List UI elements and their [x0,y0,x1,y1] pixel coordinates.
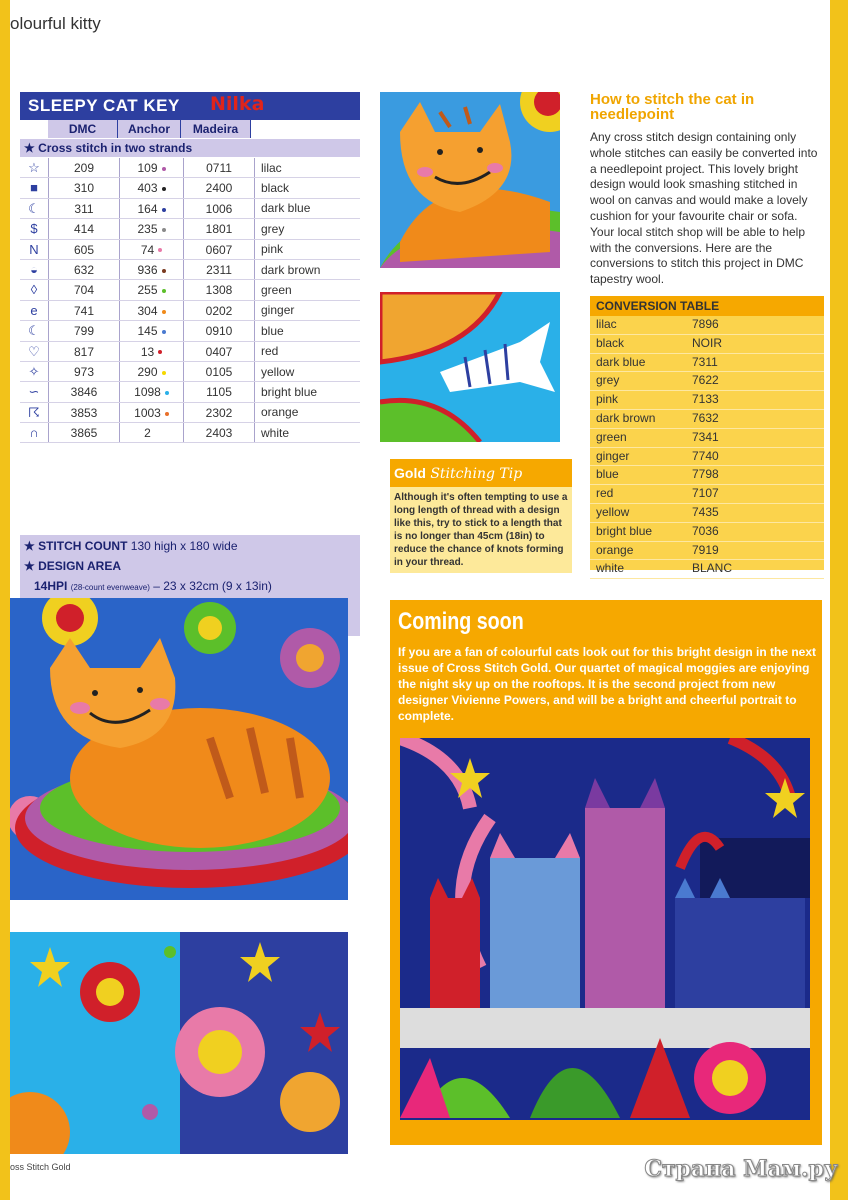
tip-heading-text: Stitching Tip [430,466,523,482]
conversion-row [590,485,824,504]
key-dmc: 605 [49,240,120,259]
conversion-code: 7622 [692,373,719,388]
key-anchor-value: 1098 [134,385,161,400]
thread-dot [158,350,162,354]
cat-closeup-image [380,92,560,268]
stitch-count-label: ★ STITCH COUNT [24,539,128,553]
key-symbol: ☾ [20,321,49,340]
key-anchor [120,423,184,442]
conversion-code: 7133 [692,392,719,407]
key-dmc: 704 [49,280,120,299]
pattern-image [10,932,348,1154]
key-row [20,321,360,341]
key-anchor-value: 403 [137,181,158,196]
key-dmc: 741 [49,301,120,320]
col-dmc: DMC [48,120,118,138]
thread-dot [162,289,166,293]
thread-dot [162,167,166,171]
conversion-row [590,354,824,373]
key-row [20,219,360,239]
page-header-title: olourful kitty [10,14,101,33]
key-row [20,403,360,423]
key-anchor [120,403,184,422]
key-colour-name: lilac [261,160,282,175]
key-dmc: 414 [49,219,120,238]
col-madeira: Madeira [181,120,251,138]
key-anchor [120,240,184,259]
conversion-row [590,429,824,448]
key-dmc: 310 [49,178,120,197]
key-anchor [120,280,184,299]
coming-soon-title: Coming soon [398,608,524,635]
thread-dot [162,371,166,375]
key-madeira: 2403 [184,423,255,442]
conversion-colour: bright blue [596,523,653,538]
key-anchor [120,382,184,401]
conversion-row [590,316,824,335]
conversion-row [590,448,824,467]
key-madeira: 0105 [184,362,255,381]
conversion-code: 7435 [692,504,719,519]
conversion-row [590,372,824,391]
thread-dot [162,208,166,212]
key-rows [20,158,360,443]
conversion-code: 7798 [692,467,719,482]
conversion-colour: black [596,335,625,350]
key-row [20,240,360,260]
key-row [20,178,360,198]
key-symbol: e [20,301,49,320]
key-colour-name: pink [261,242,284,257]
key-row [20,301,360,321]
needlepoint-body: Any cross stitch design containing only whole stitches can easily be converted into a needlepoint project. This lovely bright design would look smashing stitched in wool on canvas and would make a lovely cushion for your favourite chair or sofa. Your local stitch shop will be able to help with the conversions. Here are the conversions to stitch this project in DMC tapestry wool. [590,130,818,287]
key-madeira: 1308 [184,280,255,299]
key-dmc: 632 [49,260,120,279]
conversion-colour: grey [596,373,620,388]
key-anchor-value: 235 [137,222,158,237]
key-colour-name: blue [261,323,284,338]
key-anchor [120,158,184,177]
key-anchor-value: 145 [137,324,158,339]
key-symbol: $ [20,219,49,238]
key-colour-name: red [261,344,279,359]
conversion-code: 7341 [692,429,719,444]
fish-bone-image [380,292,560,442]
col-anchor: Anchor [118,120,181,138]
conversion-code: 7632 [692,410,719,425]
key-anchor [120,199,184,218]
key-anchor-value: 13 [140,344,155,359]
key-anchor [120,178,184,197]
key-symbol: ◒ [20,260,49,279]
key-anchor-value: 1003 [134,405,161,420]
conversion-row [590,542,824,561]
key-madeira: 0202 [184,301,255,320]
key-row [20,260,360,280]
conversion-colour: orange [596,542,634,557]
key-anchor-value: 164 [137,201,158,216]
conversion-colour: blue [596,467,619,482]
key-madeira: 1006 [184,199,255,218]
thread-dot [165,412,169,416]
key-anchor [120,321,184,340]
key-row [20,382,360,402]
key-symbol: ■ [20,178,49,197]
footer-magazine-name: oss Stitch Gold [10,1162,71,1172]
thread-dot [165,391,169,395]
design-area-label: ★ DESIGN AREA [24,559,121,573]
key-row [20,423,360,443]
thread-dot [162,228,166,232]
tip-heading [390,459,572,487]
key-colour-name: yellow [261,364,295,379]
key-row [20,199,360,219]
key-anchor-value: 109 [137,161,158,175]
key-madeira: 2302 [184,403,255,422]
conversion-colour: dark blue [596,354,646,369]
conversion-row [590,523,824,542]
sleepy-cat-image [10,598,348,900]
key-row [20,158,360,178]
needlepoint-heading: How to stitch the cat in needlepoint [590,91,755,123]
key-colour-name: orange [261,405,299,420]
key-anchor [120,342,184,361]
key-dmc: 209 [49,158,120,177]
key-subhead: ★ Cross stitch in two strands [20,139,360,157]
key-colour-name: bright blue [261,385,318,399]
key-dmc: 799 [49,321,120,340]
hpi14-label: 14HPI [34,579,68,593]
conversion-row [590,335,824,354]
key-dmc: 3865 [49,423,120,442]
nilka-stamp: Nilka [210,93,265,115]
conversion-row [590,391,824,410]
key-anchor [120,260,184,279]
coming-soon-box [390,600,822,1145]
key-dmc: 3846 [49,382,120,401]
key-dmc: 973 [49,362,120,381]
key-title: SLEEPY CAT KEY [20,92,360,120]
key-colour-name: green [261,283,292,298]
key-colour-name: black [261,181,290,196]
magazine-page [10,0,830,1200]
key-colour-name: dark brown [261,262,321,277]
key-madeira: 0407 [184,342,255,361]
tip-body: Although it's often tempting to use a long length of thread with a design like this, try to stick to a length that is no longer than 45cm (18in) to reduce the chance of knots forming in your thread. [394,492,568,568]
thread-dot [155,432,159,436]
key-symbol: ☾ [20,199,49,218]
thread-dot [158,248,162,252]
key-colour-name: white [261,425,290,440]
key-symbol: ☆ [20,158,49,177]
key-row [20,362,360,382]
thread-dot [162,187,166,191]
key-anchor-value: 304 [137,303,158,318]
key-madeira: 1801 [184,219,255,238]
sleepy-cat-key [20,92,360,593]
conversion-row [590,504,824,523]
key-madeira: 2311 [184,260,255,279]
hpi14-value: – 23 x 32cm (9 x 13in) [153,579,272,593]
key-symbol: ☈ [20,403,49,422]
key-anchor-value: 74 [140,242,155,257]
key-madeira: 0910 [184,321,255,340]
key-anchor-value: 2 [144,426,151,441]
thread-dot [162,310,166,314]
key-colour-name: ginger [261,303,295,318]
conversion-code: 7919 [692,542,719,557]
key-row [20,280,360,300]
key-symbol: ✧ [20,362,49,381]
conversion-code: BLANC [692,561,733,576]
conversion-colour: green [596,429,627,444]
key-madeira: 0607 [184,240,255,259]
watermark: Страна Мам.ру [644,1156,838,1182]
conversion-code: 7036 [692,523,719,538]
thread-dot [162,330,166,334]
conversion-title: CONVERSION TABLE [590,296,824,316]
key-symbol: ◊ [20,280,49,299]
conversion-row [590,466,824,485]
key-colour-name: dark blue [261,201,311,216]
stitching-tip-box [390,459,572,573]
key-madeira: 1105 [184,382,255,401]
key-anchor-value: 936 [137,262,158,277]
key-symbol: N [20,240,49,259]
conversion-table [590,296,824,576]
conversion-row [590,560,824,579]
hpi14-small: (28-count evenweave) [70,583,150,592]
conversion-colour: dark brown [596,410,656,425]
conversion-colour: red [596,486,614,501]
conversion-code: 7740 [692,448,719,463]
conversion-row [590,410,824,429]
conversion-colour: pink [596,392,619,407]
conversion-code: 7107 [692,486,719,501]
conversion-code: NOIR [692,335,722,350]
tip-brand: Gold [394,465,426,481]
conversion-rows [590,316,824,579]
key-anchor [120,301,184,320]
key-dmc: 817 [49,342,120,361]
key-madeira: 0711 [184,158,255,177]
key-dmc: 3853 [49,403,120,422]
key-symbol: ∩ [20,423,49,442]
key-anchor [120,219,184,238]
four-cats-image [400,738,810,1120]
key-madeira: 2400 [184,178,255,197]
conversion-code: 7311 [692,354,718,369]
thread-dot [162,269,166,273]
conversion-colour: lilac [596,317,617,331]
key-symbol: ♡ [20,342,49,361]
coming-soon-body: If you are a fan of colourful cats look out for this bright design in the next issue of Cross Stitch Gold. Our quartet of magical moggies are enjoying the night sky up on the rooftops. It is the second project from new designer Vivienne Powers, and will be a bright and cheerful portrait to complete. [398,645,817,723]
conversion-colour: yellow [596,504,630,519]
key-symbol: ∽ [20,382,49,401]
stitch-count-value: 130 high x 180 wide [130,539,238,553]
key-dmc: 311 [49,199,120,218]
key-anchor-value: 255 [137,283,158,298]
key-anchor-value: 290 [137,364,158,379]
conversion-colour: ginger [596,448,630,463]
key-row [20,342,360,362]
key-anchor [120,362,184,381]
conversion-code: 7896 [692,317,719,331]
key-colour-name: grey [261,221,285,236]
conversion-colour: white [596,561,625,576]
